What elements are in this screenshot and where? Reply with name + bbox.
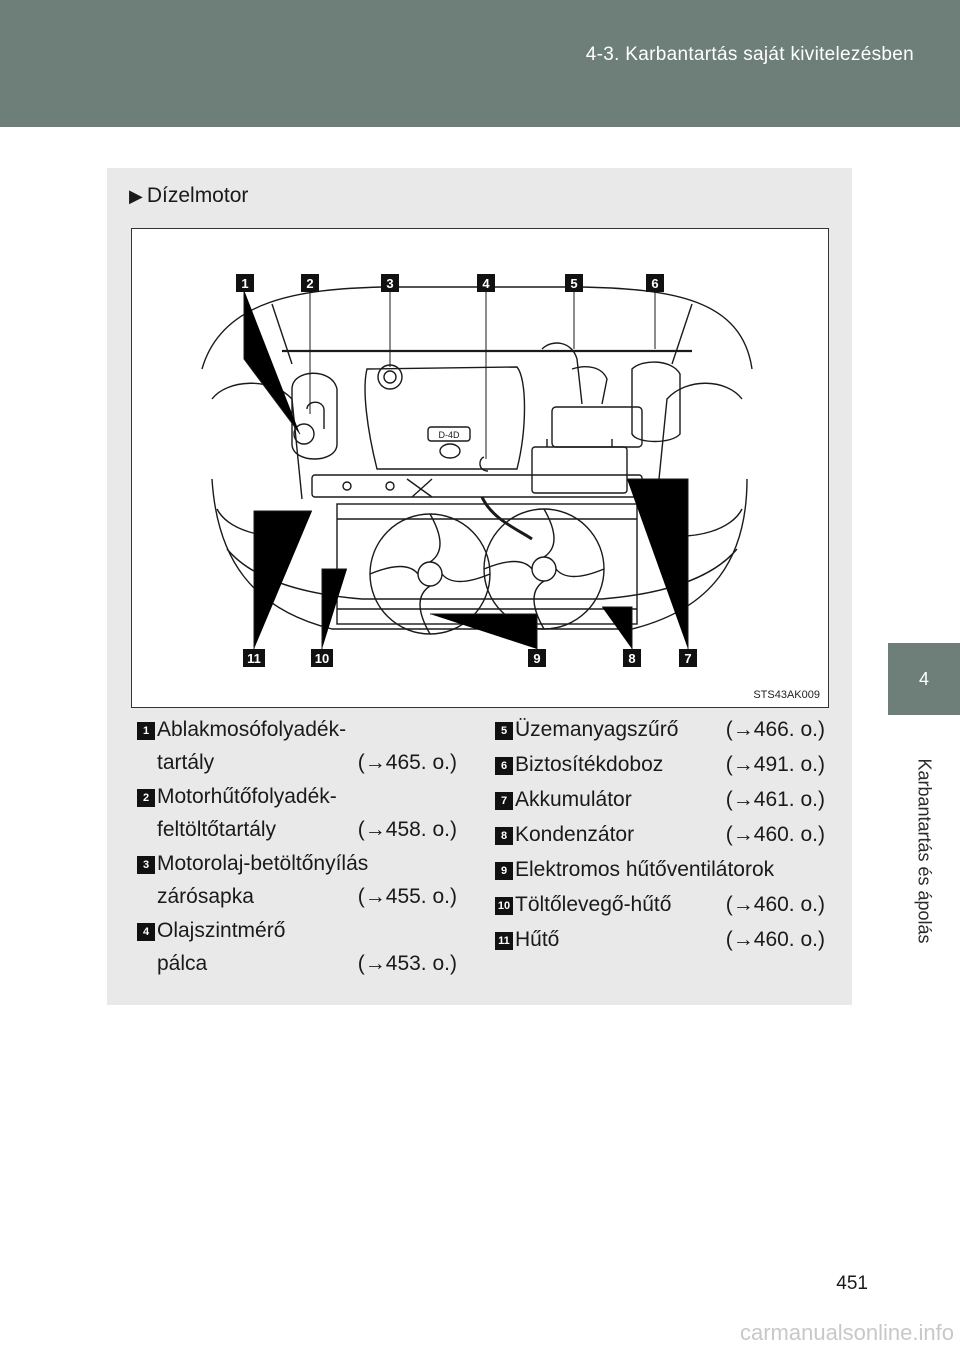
list-item — [495, 923, 825, 956]
page-reference: (→461. o.) — [725, 788, 825, 811]
engine-badge: D-4D — [438, 430, 460, 440]
list-item — [495, 888, 825, 921]
item-label: zárósapka — [157, 885, 254, 908]
item-label: tartály — [157, 751, 215, 774]
page-number: 451 — [836, 1273, 868, 1294]
engine-drawing — [132, 229, 828, 707]
item-label: Kondenzátor — [515, 823, 635, 846]
watermark: carmanualsonline.info — [739, 1320, 954, 1345]
item-label: Üzemanyagszűrő — [515, 718, 679, 741]
list-item — [495, 713, 825, 746]
section-title: 4-3. Karbantartás saját kivitelezésben — [585, 44, 914, 65]
list-item — [137, 914, 457, 980]
page-reference: (→460. o.) — [725, 823, 825, 846]
item-number-badge: 6 — [495, 757, 513, 775]
page-header — [0, 0, 960, 127]
item-label: Elektromos hűtőventilátorok — [515, 858, 775, 881]
item-number-badge: 1 — [137, 722, 155, 740]
component-list-right — [495, 713, 825, 958]
item-number-badge: 8 — [495, 827, 513, 845]
item-number-badge: 3 — [137, 856, 155, 874]
item-label: pálca — [157, 952, 208, 975]
callout-label: 7 — [684, 651, 692, 666]
item-label: feltöltőtartály — [157, 818, 277, 841]
list-item — [495, 748, 825, 781]
page-reference: (→491. o.) — [725, 753, 825, 776]
figure-code: STS43AK009 — [753, 689, 820, 701]
page-reference: (→460. o.) — [725, 893, 825, 916]
callout-label: 6 — [651, 276, 659, 291]
component-list-left — [137, 713, 457, 981]
list-item — [137, 847, 457, 913]
list-item — [495, 853, 825, 886]
item-label-line2 — [137, 746, 457, 779]
page-reference: (→453. o.) — [357, 952, 457, 975]
panel-title-text: Dízelmotor — [146, 184, 249, 207]
callout-label: 1 — [241, 276, 249, 291]
content-panel — [107, 168, 852, 1005]
triangle-icon: ▶ — [129, 186, 143, 206]
page-reference: (→465. o.) — [357, 751, 457, 774]
list-item — [137, 713, 457, 779]
item-label: Töltőlevegő-hűtő — [515, 893, 672, 916]
chapter-number: 4 — [918, 669, 929, 689]
callout-label: 8 — [628, 651, 636, 666]
item-label-line2 — [137, 813, 457, 846]
callout-label: 11 — [247, 651, 261, 666]
item-label: Akkumulátor — [515, 788, 632, 811]
chapter-tab — [888, 643, 960, 715]
callout-label: 2 — [306, 276, 314, 291]
item-label: Biztosítékdoboz — [515, 753, 664, 776]
item-number-badge: 4 — [137, 923, 155, 941]
item-number-badge: 2 — [137, 789, 155, 807]
item-label-line2 — [137, 947, 457, 980]
item-number-badge: 11 — [495, 932, 513, 950]
list-item — [137, 780, 457, 846]
callout-label: 10 — [314, 651, 330, 666]
item-label-line1: Ablakmosófolyadék- — [157, 718, 347, 741]
item-number-badge: 9 — [495, 862, 513, 880]
page-reference: (→466. o.) — [725, 718, 825, 741]
chapter-label-strip — [888, 715, 960, 987]
page-reference: (→458. o.) — [357, 818, 457, 841]
list-item — [495, 783, 825, 816]
callout-label: 3 — [386, 276, 394, 291]
item-number-badge: 10 — [495, 897, 513, 915]
panel-title — [129, 184, 248, 208]
item-number-badge: 7 — [495, 792, 513, 810]
item-number-badge: 5 — [495, 722, 513, 740]
item-label-line1: Motorhűtőfolyadék- — [157, 785, 337, 808]
item-label-line1: Olajszintmérő — [157, 919, 286, 942]
item-label-line1: Motorolaj-betöltőnyílás — [157, 852, 369, 875]
list-item — [495, 818, 825, 851]
page-reference: (→455. o.) — [357, 885, 457, 908]
chapter-label: Karbantartás és ápolás — [914, 758, 935, 944]
callout-label: 5 — [570, 276, 578, 291]
engine-bay-illustration — [131, 228, 829, 708]
callout-label: 4 — [482, 276, 490, 291]
page-reference: (→460. o.) — [725, 928, 825, 951]
item-label: Hűtő — [515, 928, 560, 951]
item-label-line2 — [137, 880, 457, 913]
callout-label: 9 — [533, 651, 541, 666]
